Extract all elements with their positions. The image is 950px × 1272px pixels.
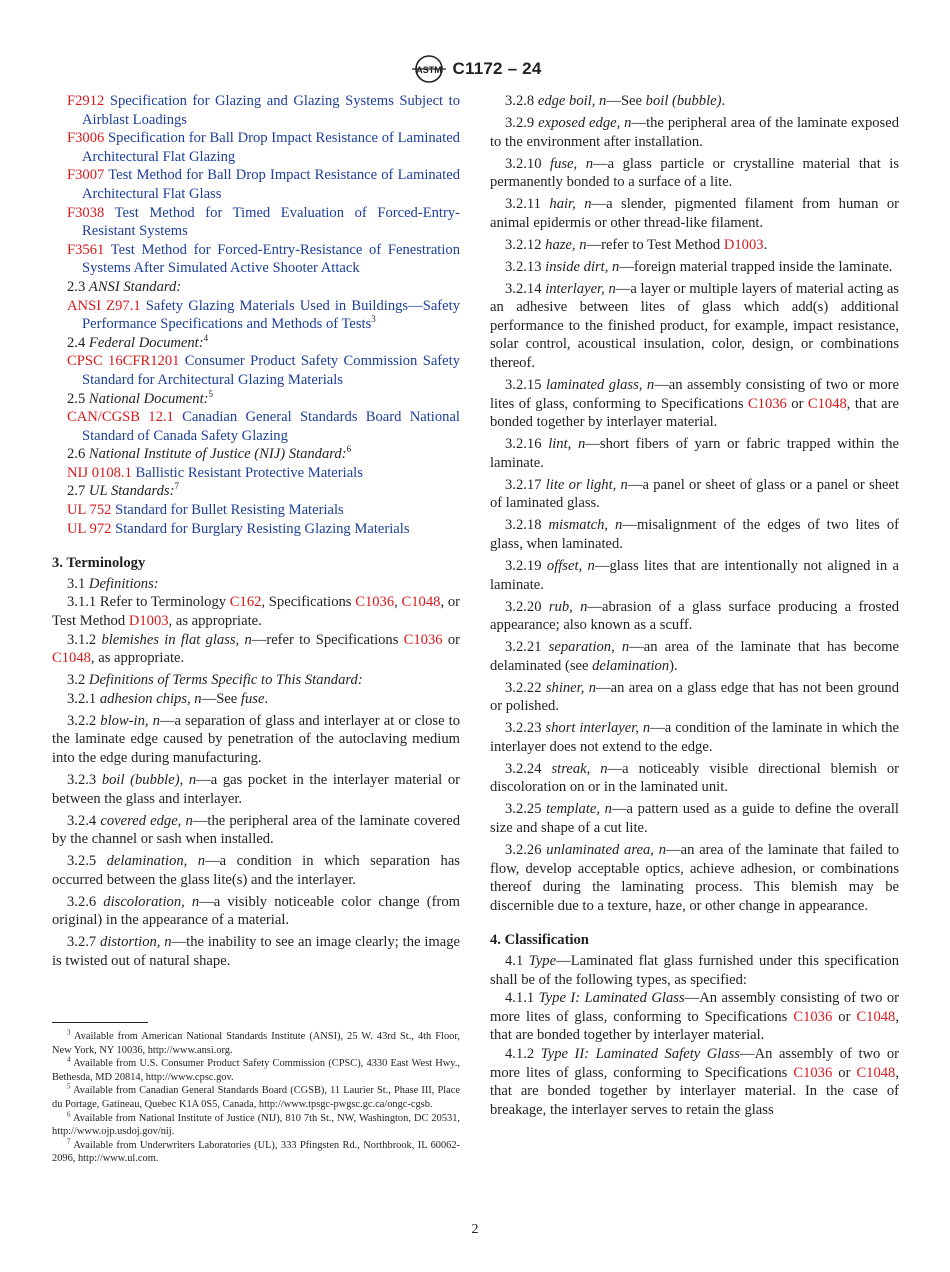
ref-title-link[interactable]: Standard for Bullet Resisting Materials — [115, 502, 344, 519]
ref-code-link[interactable]: UL 972 — [67, 520, 112, 537]
ref-title-link[interactable]: Canadian General Standards Board National Standard of Canada Safety Glazing — [82, 409, 460, 444]
paragraph-3-2-20: 3.2.20 rub, n—abrasion of a glass surface producing a frosted appearance; also known as a scuff. — [490, 598, 900, 634]
paragraph-3-2-24: 3.2.24 streak, n—a noticeably visible directional blemish or discoloration on or in the laminated unit. — [490, 760, 900, 796]
paragraph-3-2-21: 3.2.21 separation, n—an area of the laminate that has become delaminated (see delamination). — [490, 639, 899, 674]
ref-title-link[interactable]: Specification for Ball Drop Impact Resistance of Laminated Architectural Flat Glazing — [82, 130, 460, 165]
footnote-marker[interactable]: 4 — [203, 332, 209, 343]
paragraph-4-1-1: 4.1.1 Type I: Laminated Glass—An assembly consisting of two or more lites of glass, conforming to Specifications C1036 or C1048, that are bonded together by interlayer material. — [490, 990, 900, 1044]
paragraph-3-2-13: 3.2.13 inside dirt, n—foreign material trapped inside the laminate. — [505, 258, 893, 275]
paragraph-3-2-1: 3.2.1 adhesion chips, n—See fuse. — [67, 690, 269, 707]
ref-item — [52, 241, 460, 278]
ref-item — [52, 129, 460, 166]
paragraph-3-2-22: 3.2.22 shiner, n—an area on a glass edge that has not been ground or polished. — [490, 679, 899, 715]
right-column — [490, 92, 899, 1119]
paragraph-3-1-2: 3.1.2 blemishes in flat glass, n—refer to Specifications C1036 or C1048, as appropriate. — [52, 631, 460, 667]
ref-title-link[interactable]: Test Method for Ball Drop Impact Resistance of Laminated Architectural Flat Glass — [82, 167, 460, 202]
paragraph-3-2-15: 3.2.15 laminated glass, n—an assembly consisting of two or more lites of glass, conforming to Specifications C1036 or C1048, that are bonded together by interlayer material. — [490, 377, 900, 431]
paragraph-3-2-19: 3.2.19 offset, n—glass lites that are intentionally not aligned in a laminate. — [490, 557, 900, 593]
paragraph-3-2-18: 3.2.18 mismatch, n—misalignment of the edges of two lites of glass, when laminated. — [490, 517, 899, 552]
document-number: C1172 – 24 — [452, 58, 542, 78]
std-link[interactable]: C1036 — [403, 631, 443, 648]
std-link[interactable]: C1048 — [401, 594, 441, 611]
footnote-marker[interactable]: 6 — [346, 444, 352, 455]
std-link[interactable]: C1036 — [355, 594, 395, 611]
paragraph-3-2-16: 3.2.16 lint, n—short fibers of yarn or fabric trapped within the laminate. — [490, 436, 899, 471]
ref-title-link[interactable]: Test Method for Timed Evaluation of Forced-Entry-Resistant Systems — [82, 204, 460, 240]
paragraph-3-1-1: 3.1.1 Refer to Terminology C162, Specifications C1036, C1048, or Test Method D1003, as appropriate. — [52, 594, 460, 630]
paragraph-3-2-8: 3.2.8 edge boil, n—See boil (bubble). — [505, 93, 726, 109]
logo-text: ASTM — [415, 65, 442, 75]
footnote: $^5$ Available from Canadian General Standards Board (CGSB), 11 Laurier St., Phase III, Place du Portage, Gatineau, Quebec K1A 0S5, Canada, http://www.tpsgc-pwgsc.gc.ca/ongc-cgsb. — [52, 1082, 460, 1110]
paragraph-3-1: 3.1 Definitions: — [67, 575, 159, 592]
ref-code-link[interactable]: UL 752 — [67, 502, 112, 519]
paragraph-4-1-2: 4.1.2 Type II: Laminated Safety Glass—An assembly of two or more lites of glass, conforming to Specifications C1036 or C1048, that are bonded together by interlayer material. In the case of breakage, the interlayer serves to retain the glass — [490, 1045, 900, 1118]
footnote: $^6$ Available from National Institute of Justice (NIJ), 810 7th St., NW, Washington, DC 20531, http://www.ojp.usdoj.gov/nij. — [52, 1110, 460, 1138]
footnote-marker[interactable]: 3 — [371, 314, 376, 325]
ref-code-link[interactable]: ANSI Z97.1 — [67, 297, 141, 314]
std-link[interactable]: C1048 — [856, 1008, 896, 1025]
std-link[interactable]: C162 — [229, 594, 262, 611]
section-heading-classification: 4. Classification — [490, 932, 589, 949]
paragraph-3-2: 3.2 Definitions of Terms Specific to This Standard: — [67, 672, 363, 689]
ref-title-link[interactable]: Safety Glazing Materials Used in Buildings—Safety Performance Specifications and Methods of Tests — [82, 297, 460, 333]
ref-title-link[interactable]: Standard for Burglary Resisting Glazing Materials — [115, 520, 410, 537]
paragraph-3-2-12: 3.2.12 haze, n—refer to Test Method D1003. — [505, 236, 768, 253]
footnote-marker[interactable]: 5 — [208, 388, 213, 399]
footnote: $^7$ Available from Underwriters Laboratories (UL), 333 Pfingsten Rd., Northbrook, IL 60062-2096, http://www.ul.com. — [52, 1137, 460, 1165]
ref-item — [52, 408, 460, 445]
ref-item — [52, 204, 460, 241]
ref-code-link[interactable]: F3038 — [67, 204, 105, 221]
std-link[interactable]: C1036 — [793, 1008, 833, 1025]
paragraph-3-2-26: 3.2.26 unlaminated area, n—an area of the laminate that failed to flow, develop acceptable optics, achieve adhesion, or combinations thereof during the laminating process. This blemish may be discernible due to a texture, haze, or other change in appearance. — [490, 842, 899, 914]
ref-item — [52, 352, 460, 389]
paragraph-3-2-9: 3.2.9 exposed edge, n—the peripheral area of the laminate exposed to the environment after installation. — [490, 114, 899, 150]
left-column — [52, 92, 460, 970]
std-link[interactable]: C1048 — [807, 395, 847, 412]
paragraph-3-2-25: 3.2.25 template, n—a pattern used as a guide to define the overall size and shape of a cut lite. — [490, 801, 899, 837]
page-header — [0, 54, 950, 90]
footnote: $^3$ Available from American National Standards Institute (ANSI), 25 W. 43rd St., 4th Floor, New York, NY 10036, http://www.ansi.org. — [52, 1028, 460, 1056]
std-link[interactable]: C1048 — [856, 1064, 896, 1081]
ref-item — [52, 520, 460, 539]
astm-logo-icon — [409, 54, 449, 84]
ref-item — [52, 297, 460, 334]
std-link[interactable]: D1003 — [128, 613, 169, 630]
subsection-heading: 2.6 National Institute of Justice (NIJ) Standard:$^6$ — [67, 444, 352, 463]
ref-title-link[interactable]: Specification for Glazing and Glazing Systems Subject to Airblast Loadings — [82, 93, 461, 128]
ref-code-link[interactable]: F2912 — [67, 93, 105, 109]
paragraph-3-2-11: 3.2.11 hair, n—a slender, pigmented filament from human or animal epidermis or other thread-like filament. — [490, 196, 899, 231]
paragraph-3-2-3: 3.2.3 boil (bubble), n—a gas pocket in the interlayer material or between the glass and interlayer. — [52, 771, 460, 807]
subsection-heading: 2.3 ANSI Standard: — [67, 278, 182, 295]
subsection-heading: 2.7 UL Standards:$^7$ — [67, 481, 179, 500]
paragraph-3-2-23: 3.2.23 short interlayer, n—a condition of the laminate in which the interlayer does not extend to the edge. — [490, 720, 900, 755]
subsection-heading: 2.5 National Document:$^5$ — [67, 388, 213, 407]
std-link[interactable]: C1048 — [52, 650, 91, 667]
paragraph-3-2-2: 3.2.2 blow-in, n—a separation of glass and interlayer at or close to the laminate edge caused by penetration of the autoclaving medium into the edge during manufacturing. — [52, 712, 461, 766]
ref-code-link[interactable]: CAN/CGSB 12.1 — [67, 409, 174, 426]
ref-item — [52, 501, 460, 520]
paragraph-3-2-7: 3.2.7 distortion, n—the inability to see an image clearly; the image is twisted out of natural shape. — [52, 934, 460, 969]
paragraph-3-2-14: 3.2.14 interlayer, n—a layer or multiple layers of material acting as an adhesive between lites of glass which add(s) additional performance to the finished product, for example, impact resistance, solar control, acoustical insulation, color, design, or combinations thereof. — [490, 280, 899, 372]
footnotes — [52, 1030, 460, 1166]
std-link[interactable]: D1003 — [723, 236, 764, 253]
paragraph-3-2-4: 3.2.4 covered edge, n—the peripheral area of the laminate covered by the channel or sash when installed. — [52, 812, 460, 848]
paragraph-3-2-17: 3.2.17 lite or light, n—a panel or sheet of glass or a panel or sheet of laminated glass. — [490, 476, 900, 512]
ref-title-link[interactable]: Consumer Product Safety Commission Safety Standard for Architectural Glazing Materials — [82, 353, 460, 388]
ref-item — [52, 166, 460, 203]
ref-item — [52, 92, 460, 129]
paragraph-3-2-6: 3.2.6 discoloration, n—a visibly noticeable color change (from original) in the appearance of a material. — [52, 893, 460, 929]
ref-code-link[interactable]: NIJ 0108.1 — [67, 464, 132, 481]
ref-code-link[interactable]: CPSC 16CFR1201 — [67, 353, 180, 370]
ref-code-link[interactable]: F3006 — [67, 130, 105, 147]
paragraph-4-1: 4.1 Type—Laminated flat glass furnished under this specification shall be of the following types, as specified: — [490, 952, 899, 988]
section-heading-terminology: 3. Terminology — [52, 555, 146, 572]
ref-code-link[interactable]: F3007 — [67, 167, 105, 184]
page-number: 2 — [471, 1222, 479, 1237]
std-link[interactable]: C1036 — [747, 395, 787, 412]
paragraph-3-2-5: 3.2.5 delamination, n—a condition in which separation has occurred between the glass lite(s) and the interlayer. — [52, 853, 460, 888]
footnote-divider — [52, 1022, 148, 1023]
paragraph-3-2-10: 3.2.10 fuse, n—a glass particle or crystalline material that is permanently bonded to a surface of a lite. — [490, 155, 900, 191]
ref-title-link[interactable]: Ballistic Resistant Protective Materials — [135, 464, 363, 481]
ref-item — [52, 464, 460, 483]
referenced-documents-list — [52, 92, 460, 538]
footnote: $^4$ Available from U.S. Consumer Product Safety Commission (CPSC), 4330 East West Hwy., Bethesda, MD 20814, http://www.cpsc.gov. — [52, 1055, 461, 1083]
footnote-marker[interactable]: 7 — [174, 481, 179, 492]
ref-title-link[interactable]: Test Method for Forced-Entry-Resistance of Fenestration Systems After Simulated Active Shooter Attack — [82, 241, 461, 277]
subsection-heading: 2.4 Federal Document:$^4$ — [67, 332, 209, 351]
std-link[interactable]: C1036 — [793, 1064, 833, 1081]
ref-code-link[interactable]: F3561 — [67, 241, 105, 258]
